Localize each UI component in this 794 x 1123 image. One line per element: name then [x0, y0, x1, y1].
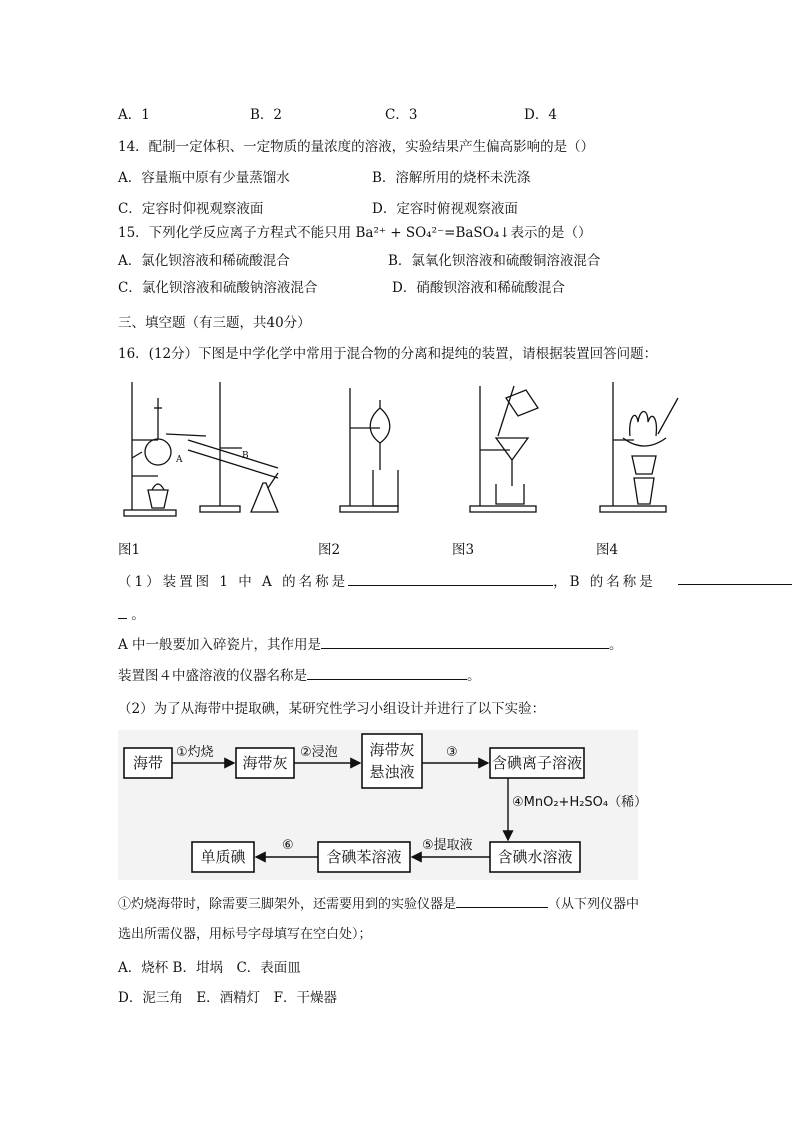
q16-stem: 16．(12分）下图是中学化学中常用于混合物的分离和提纯的装置，请根据装置回答问题： — [118, 346, 658, 362]
fig1-letter-b: B — [242, 451, 249, 461]
section-heading: 三、填空题（有三题，共40分） — [118, 315, 311, 331]
q15-option-c: C．氯化钡溶液和硫酸钠溶液混合 — [118, 280, 318, 296]
q14-option-b: B．溶解所用的烧杯未洗涤 — [372, 170, 531, 186]
distillation-apparatus — [124, 382, 278, 516]
q16-part1-a: （1）装置图 1 中 A 的名称是 — [118, 574, 349, 590]
q16-part1-line3-end: 。 — [467, 668, 481, 684]
separatory-funnel-apparatus — [340, 388, 398, 512]
q15-option-a: A．氯化钡溶液和稀硫酸混合 — [118, 253, 290, 269]
q14-option-a: A．容量瓶中原有少量蒸馏水 — [118, 170, 290, 186]
q16-part1-c: 。 — [131, 607, 145, 623]
filtration-apparatus — [470, 386, 538, 512]
flow-step-2: ②浸泡 — [300, 745, 338, 760]
q13-option-c: C．3 — [385, 107, 418, 123]
q15-option-d: D．硝酸钡溶液和稀硫酸混合 — [392, 280, 565, 296]
flow-box-ash-text: 海带灰 — [242, 754, 288, 772]
flow-step-6: ⑥ — [282, 838, 294, 853]
blank-a-name — [348, 571, 553, 586]
flow-box-suspension-line2: 悬浊液 — [369, 763, 415, 781]
evaporation-apparatus — [600, 382, 678, 512]
q16-part2-intro: （2）为了从海带中提取碘，某研究性学习小组设计并进行了以下实验： — [118, 701, 546, 717]
q13-option-d: D．4 — [524, 107, 557, 123]
q16-sub1-line2: 选出所需仪器，用标号字母填写在空白处）； — [118, 927, 372, 942]
blank-b-name-wrap — [678, 570, 792, 589]
q14-stem: 14．配制一定体积、一定物质的量浓度的溶液，实验结果产生偏高影响的是（） — [118, 139, 595, 155]
flow-box-iodide-solution-text: 含碘离子溶液 — [491, 754, 583, 772]
q13-option-a: A．1 — [118, 107, 150, 123]
figure-label-3: 图3 — [452, 542, 475, 558]
blank-chip-purpose — [321, 634, 609, 649]
q16-sub1-text-b: （从下列仪器中 — [548, 897, 640, 912]
flow-box-iodine-water-text: 含碘水溶液 — [497, 848, 573, 866]
flow-step-1: ①灼烧 — [176, 745, 214, 760]
flow-box-iodine-text: 单质碘 — [200, 848, 246, 866]
blank-fig4-instrument — [307, 665, 467, 680]
figure-label-4: 图4 — [596, 542, 619, 558]
q16-part1-line2 — [118, 633, 623, 653]
figure-label-1: 图1 — [118, 542, 141, 558]
q16-part1-line2-end: 。 — [609, 637, 623, 653]
apparatus-figures — [118, 378, 698, 523]
blank-b-name-cont — [118, 604, 127, 619]
blank-b-name — [678, 570, 792, 585]
q13-option-b: B．2 — [250, 107, 283, 123]
flow-box-haidai-text: 海带 — [132, 754, 164, 772]
q16-sub1-line1 — [118, 893, 639, 912]
figure-label-2: 图2 — [318, 542, 341, 558]
q16-part1-line1-end — [118, 603, 145, 623]
iodine-extraction-flowchart — [118, 730, 648, 880]
q15-option-b: B．氯氧化钡溶液和硫酸铜溶液混合 — [388, 253, 601, 269]
q14-option-c: C．定容时仰视观察液面 — [118, 201, 264, 217]
q16-part1-b: ，B 的名称是 — [553, 574, 656, 590]
q16-part1-line1 — [118, 570, 656, 590]
q14-option-d: D．定容时俯视观察液面 — [372, 201, 518, 217]
q15-stem: 15．下列化学反应离子方程式不能只用 Ba²⁺ + SO₄²⁻=BaSO₄↓表示的是（） — [118, 225, 592, 241]
flow-box-iodine-benzene-text: 含碘苯溶液 — [326, 848, 402, 866]
q16-part1-line3-text: 装置图４中盛溶液的仪器名称是 — [118, 668, 307, 684]
flow-step-5: ⑤提取液 — [422, 838, 473, 853]
flow-box-suspension-line1: 海带灰 — [369, 741, 415, 759]
q16-sub1-text-a: ①灼烧海带时，除需要三脚架外，还需要用到的实验仪器是 — [118, 897, 457, 912]
instrument-options-line2: D．泥三角 E．酒精灯 F．干燥器 — [118, 990, 338, 1006]
blank-instruments — [456, 893, 548, 908]
q16-part1-line3 — [118, 664, 481, 684]
q16-part1-line2-text: A 中一般要加入碎瓷片，其作用是 — [118, 637, 322, 653]
fig1-letter-a: A — [176, 455, 183, 465]
flow-step-4: ④MnO₂+H₂SO₄（稀） — [512, 795, 648, 810]
flow-step-3: ③ — [446, 745, 458, 760]
instrument-options-line1: A．烧杯 B．坩埚 C．表面皿 — [118, 960, 301, 976]
